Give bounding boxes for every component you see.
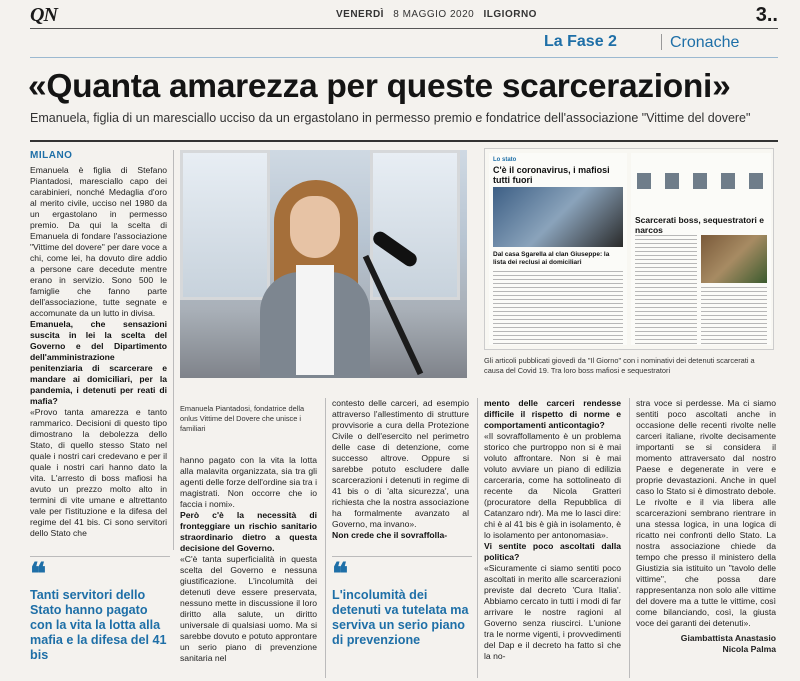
title-divider [30, 140, 778, 142]
photo-face [290, 196, 340, 258]
body-paragraph: Emanuela è figlia di Stefano Piantadosi, maresciallo capo dei carabinieri, nonché Medaglia d'oro al merito civile, ucciso nel 1980 da un ergastolano in permesso premio. Da qui la scelta di Emanuela di fondare l'associazione "Vittime del dovere" per dare voce a chi, come lei, ha dovuto dire addio a persone care decedute mentre erano in servizio. Sono 500 le famiglie che fanno parte dell'associazione, tutte segnate e accomunate da un lutto in divisa. [30, 165, 167, 318]
body-paragraph: «C'è tanta superficialità in questa scelta del Governo e nessuna giustificazione. L'incolumità dei detenuti deve essere preservata, nessuno mette in discussione il loro diritto alla salute, un diritto universale di qualsiasi uomo. Ma si sarebbe dovuto e potuto approntare un serio piano di prevenzione sanitaria nel [180, 554, 317, 663]
clipping-left-header: Lo stato [493, 157, 517, 163]
body-paragraph: hanno pagato con la vita la lotta alla malavita organizzata, sia tra gli agenti delle forze dell'ordine sia tra i magistrati. Non occorre che io faccia i nomi». [180, 455, 317, 509]
clipping-mugshot [749, 173, 763, 189]
dateline-day: VENERDÌ [336, 9, 384, 20]
author-name-2: Nicola Palma [722, 644, 776, 654]
clipping-photo-police [493, 187, 623, 247]
clipping-right-headline: Scarcerati boss, sequestratori e narcos [635, 215, 764, 235]
clipping-mugshot [721, 173, 735, 189]
dateline-date: 8 MAGGIO 2020 [393, 9, 475, 20]
pullquote-text: L'incolumità dei detenuti va tutelata ma serviva un serio piano di prevenzione [332, 588, 469, 647]
photo-person [260, 180, 370, 378]
clipping-text-lines [701, 287, 767, 345]
section-bar [30, 33, 778, 53]
article-column-1 [30, 150, 167, 539]
column-rule [325, 398, 326, 678]
column-rule [629, 398, 630, 678]
dateline-paper: ILGIORNO [483, 9, 537, 20]
section-divider [30, 57, 778, 58]
body-paragraph: «Il sovraffollamento è un problema storico che purtroppo non si è mai voluto affrontare. Non si è mai voluto avviare un piano di edilizia carceraria, come ha sottolineato di recente da Nicola Gratteri (procuratore della Repubblica di Catanzaro ndr). Ma me lo lasci dire: chi è al 41 bis è già in isolamento, è lo isolamento per antonomasia». [484, 431, 621, 540]
section-title: La Fase 2 [544, 33, 617, 50]
body-paragraph: «Provo tanta amarezza e tanto rammarico. Decisioni di questo tipo dimostrano la debolezza dello Stato, di quello stesso Stato nel quale i nostri cari credevano e per il quale i nostri cari hanno dato la vita. L'arresto di boss mafiosi ha avuto un prezzo molto alto in termini di vite umane e altrettanto vale per l'istituzione e la difesa del regime del 41 bis. Ci sono servitori dello Stato che [30, 407, 167, 538]
article-column-2 [180, 455, 317, 664]
photo-caption: Emanuela Piantadosi, fondatrice della onlus Vittime del Dovere che unisce i familiari [180, 404, 305, 433]
column-1-body [30, 165, 167, 539]
pullquote-rule [30, 556, 170, 557]
column-2-body [180, 455, 317, 664]
dateline-city: MILANO [30, 150, 73, 161]
column-rule [173, 150, 174, 550]
column-3-body [332, 398, 469, 541]
quote-mark-icon: ❝ [30, 557, 47, 592]
clipping-mugshot [665, 173, 679, 189]
clipping-left-page [489, 153, 627, 345]
body-paragraph: stra voce si perdesse. Ma ci siamo sentiti poco ascoltati anche in occasione delle recenti rivolte nelle carceri italiane, rivolte decisamente importanti se si considera il momento attraversato dal nostro Paese e degenerate in vere e proprie devastazioni. Anche in quel caso lo Stato si è dimostrato debole. Le rivolte e il via libera alle scarcerazioni sembrano rientrare in una stessa logica, in una logica di ricatto nei confronti dello Stato. La nostra associazione chiede da tempo che presso il ministero della Giustizia sia istituito un "tavolo delle vittime", che possa dare rappresentanza non solo alle vittime del dovere ma a tutte le vittime, così come bilanciando, così, la giusta voce dei garanti dei detenuti». [636, 398, 776, 628]
clipping-caption: Gli articoli pubblicati giovedì da "Il Giorno" con i nominativi dei detenuti scarcerati a causa del Covid 19. Tra loro boss mafiosi e sequestratori [484, 356, 755, 375]
clipping-text-lines [493, 271, 623, 347]
pullquote-1 [30, 557, 170, 663]
clipping-photo-horse [701, 235, 767, 283]
pullquote-rule [332, 556, 472, 557]
dateline [336, 9, 537, 20]
section-separator [661, 34, 662, 50]
column-5-body [636, 398, 776, 629]
author-signature [636, 633, 776, 655]
column-4-body [484, 398, 621, 662]
interview-question: mento delle carceri rendesse difficile il rispetto di norme e comportamenti anticontagio? [484, 398, 621, 430]
body-paragraph: «Sicuramente ci siamo sentiti poco ascoltati in merito alle scarcerazioni previste dal decreto 'Cura Italia'. Abbiamo cercato in tutti i modi di far arrivare le nostre ragioni al Governo senza riuscirci. L'unione tra le norme vigenti, i provvedimenti del Dap e il decreto ha fatto sì che la no- [484, 563, 621, 661]
clipping-mugshot [693, 173, 707, 189]
clipping-right-page [631, 153, 771, 345]
interview-question: Emanuela, che sensazioni suscita in lei la scelta del Governo e del Dipartimento dell'amministrazione penitenziaria di scarcerare e mandare ai domiciliari, per la pandemia, i detenuti per reati di mafia? [30, 319, 167, 406]
body-paragraph: contesto delle carceri, ad esempio attraverso l'allestimento di strutture provvisorie a cura della Protezione Civile o dell'esercito nel perimetro delle case di detenzione, come successo altrove. Oppure si sarebbe potuto escludere dalle scarcerazioni i detenuti in regime di 41 bis o di 'alta sicurezza', una richiesta che la nostra associazione ha formalmente avanzato al Governo, ma invano». [332, 398, 469, 529]
page-number: 3.. [755, 4, 778, 26]
article-column-3 [332, 398, 469, 541]
photo-shirt [296, 265, 334, 375]
column-rule [477, 398, 478, 678]
pullquote-text: Tanti servitori dello Stato hanno pagato con la vita la lotta alla mafia e la difesa del 41 bis [30, 588, 167, 662]
article-column-5 [636, 398, 776, 655]
quote-mark-icon: ❝ [332, 557, 349, 592]
article-column-4 [484, 398, 621, 662]
interview-question: Non crede che il sovraffolla- [332, 530, 448, 540]
clipping-mugshot [637, 173, 651, 189]
pullquote-2 [332, 557, 472, 648]
page-header [30, 4, 778, 26]
author-name-1: Giambattista Anastasio [680, 633, 776, 643]
photo-window [370, 150, 460, 300]
section-subtitle: Cronache [670, 34, 740, 51]
interview-question: Vi sentite poco ascoltati dalla politica? [484, 541, 621, 562]
photo-window [180, 150, 270, 300]
article-subhead: Emanuela, figlia di un maresciallo ucciso da un ergastolano in permesso premio e fondatrice dell'associazione "Vittime del dovere" [30, 111, 751, 125]
clipping-left-headline: C'è il coronavirus, i mafiosi tutti fuori [493, 165, 610, 185]
newspaper-logo: QN [30, 4, 57, 26]
newspaper-clipping-image [484, 148, 774, 350]
interview-question: Però c'è la necessità di fronteggiare un rischio sanitario straordinario dietro a questa decisione del Governo. [180, 510, 317, 553]
header-divider [30, 28, 778, 29]
article-headline: «Quanta amarezza per queste scarcerazioni» [28, 68, 731, 105]
clipping-text-lines [635, 235, 697, 345]
clipping-left-subhead: Dal casa Sgarella al clan Giuseppe: la lista dei reclusi ai domiciliari [493, 251, 610, 266]
photo-emanuela-piantadosi [180, 150, 467, 378]
